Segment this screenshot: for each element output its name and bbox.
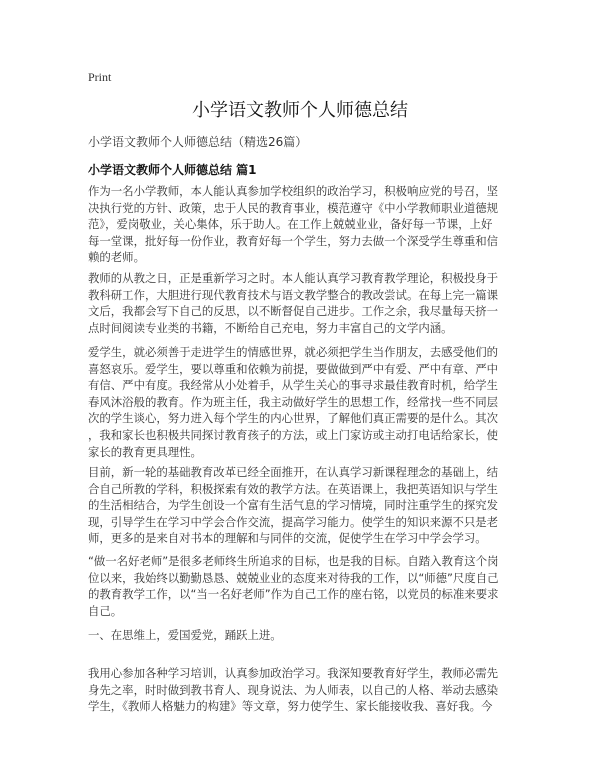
paragraph-line: 目前，新一轮的基础教育改革已经全面推开，在认真学习新课程理念的基础上，结 bbox=[88, 465, 499, 479]
paragraph-line: 春风沐浴般的教育。作为班主任，我主动做好学生的思想工作，经常找一些不同层 bbox=[88, 394, 499, 409]
paragraph-line: 决执行党的方针、政策，忠于人民的教育事业，模范遵守《中小学教师职业道德规 bbox=[88, 200, 499, 215]
paragraph-line: 次的学生谈心，努力进入每个学生的内心世界，了解他们真正需要的是什么。其次 bbox=[88, 411, 499, 426]
paragraph-line: 爱学生，就必须善于走进学生的情感世界，就必须把学生当作朋友，去感受他们的 bbox=[88, 345, 499, 359]
paragraph-line: ，我和家长也积极共同探讨教育孩子的方法，或上门家访或主动打电话给家长，使 bbox=[88, 427, 499, 442]
print-link[interactable]: Print bbox=[88, 70, 112, 84]
paragraph-line: 身先之率，时时做到教书育人、现身说法、为人师表，以自己的人格、举动去感染 bbox=[88, 682, 499, 697]
paragraph-line: “做一名好老师”是很多老师终生所追求的目标，也是我的目标。自踏入教育这个岗 bbox=[88, 554, 499, 568]
paragraph-line: 的教育教学工作，以“当一名好老师”作为自己工作的座右铭，以党员的标准来要求 bbox=[88, 587, 499, 602]
paragraph-line: 我用心参加各种学习培训，认真参加政治学习。我深知要教育好学生，教师必需先 bbox=[88, 666, 499, 680]
paragraph-line: 教师的从教之日，正是重新学习之时。本人能认真学习教育教学理论，积极投身于 bbox=[88, 271, 499, 285]
page-title: 小学语文教师个人师德总结 bbox=[192, 100, 408, 121]
paragraph-7 bbox=[88, 665, 516, 715]
paragraph-line: 自己。 bbox=[88, 603, 123, 618]
paragraph-2 bbox=[88, 270, 516, 336]
paragraph-line: 每一堂课，批好每一份作业，教育好每一个学生，努力去做一个深受学生尊重和信 bbox=[88, 233, 499, 248]
paragraph-line: 家长的教育更具理性。 bbox=[88, 444, 202, 459]
paragraph-line: 赖的老师。 bbox=[88, 250, 145, 265]
paragraph-line: 合自己所教的学科，积极探索有效的教学方法。在英语课上，我把英语知识与学生 bbox=[88, 481, 499, 496]
paragraph-line: 有信、严中有度。我经常从小处着手，从学生关心的事寻求最佳教育时机，给学生 bbox=[88, 378, 499, 393]
paragraph-3 bbox=[88, 344, 516, 460]
paragraph-line: 师，更多的是来自对书本的理解和与同伴的交流，促使学生在学习中学会学习。 bbox=[88, 531, 487, 546]
paragraph-line: 作为一名小学教师，本人能认真参加学校组织的政治学习，积极响应党的号召，坚 bbox=[88, 184, 499, 198]
paragraph-line: 学生，《教师人格魅力的构建》等文章，努力使学生、家长能接收我、喜好我。今 bbox=[88, 699, 493, 714]
paragraph-1 bbox=[88, 183, 516, 266]
paragraph-line: 文后，我都会写下自己的反思，以不断督促自己进步。工作之余，我尽量每天挤一 bbox=[88, 304, 499, 319]
document-subtitle: 小学语文教师个人师德总结（精选26篇） bbox=[88, 135, 308, 149]
paragraph-line: 一、在思维上，爱国爱党，踊跃上进。 bbox=[88, 628, 282, 642]
paragraph-5 bbox=[88, 553, 516, 619]
paragraph-line: 的生活相结合，为学生创设一个富有生活气息的学习情境，同时注重学生的探究发 bbox=[88, 498, 499, 513]
section-heading: 小学语文教师个人师德总结 篇1 bbox=[88, 163, 257, 177]
paragraph-line: 现，引导学生在学习中学会合作交流，提高学习能力。使学生的知识来源不只是老 bbox=[88, 514, 499, 529]
paragraph-line: 点时间阅读专业类的书籍，不断给自己充电，努力丰富自己的文学内涵。 bbox=[88, 320, 453, 335]
paragraph-line: 范》，爱岗敬业，关心集体，乐于助人。在工作上兢兢业业，备好每一节课，上好 bbox=[88, 217, 493, 232]
paragraph-line: 喜怒哀乐。爱学生，要以尊重和依赖为前提，要做做到严中有爱、严中有章、严中 bbox=[88, 361, 499, 376]
paragraph-6 bbox=[88, 627, 516, 644]
paragraph-line: 教科研工作，大胆进行现代教育技术与语文教学整合的教改尝试。在每上完一篇课 bbox=[88, 287, 499, 302]
paragraph-4 bbox=[88, 464, 516, 547]
paragraph-line: 位以来，我始终以勤勤恳恳、兢兢业业的态度来对待我的工作，以“师德”尺度自己 bbox=[88, 570, 499, 585]
